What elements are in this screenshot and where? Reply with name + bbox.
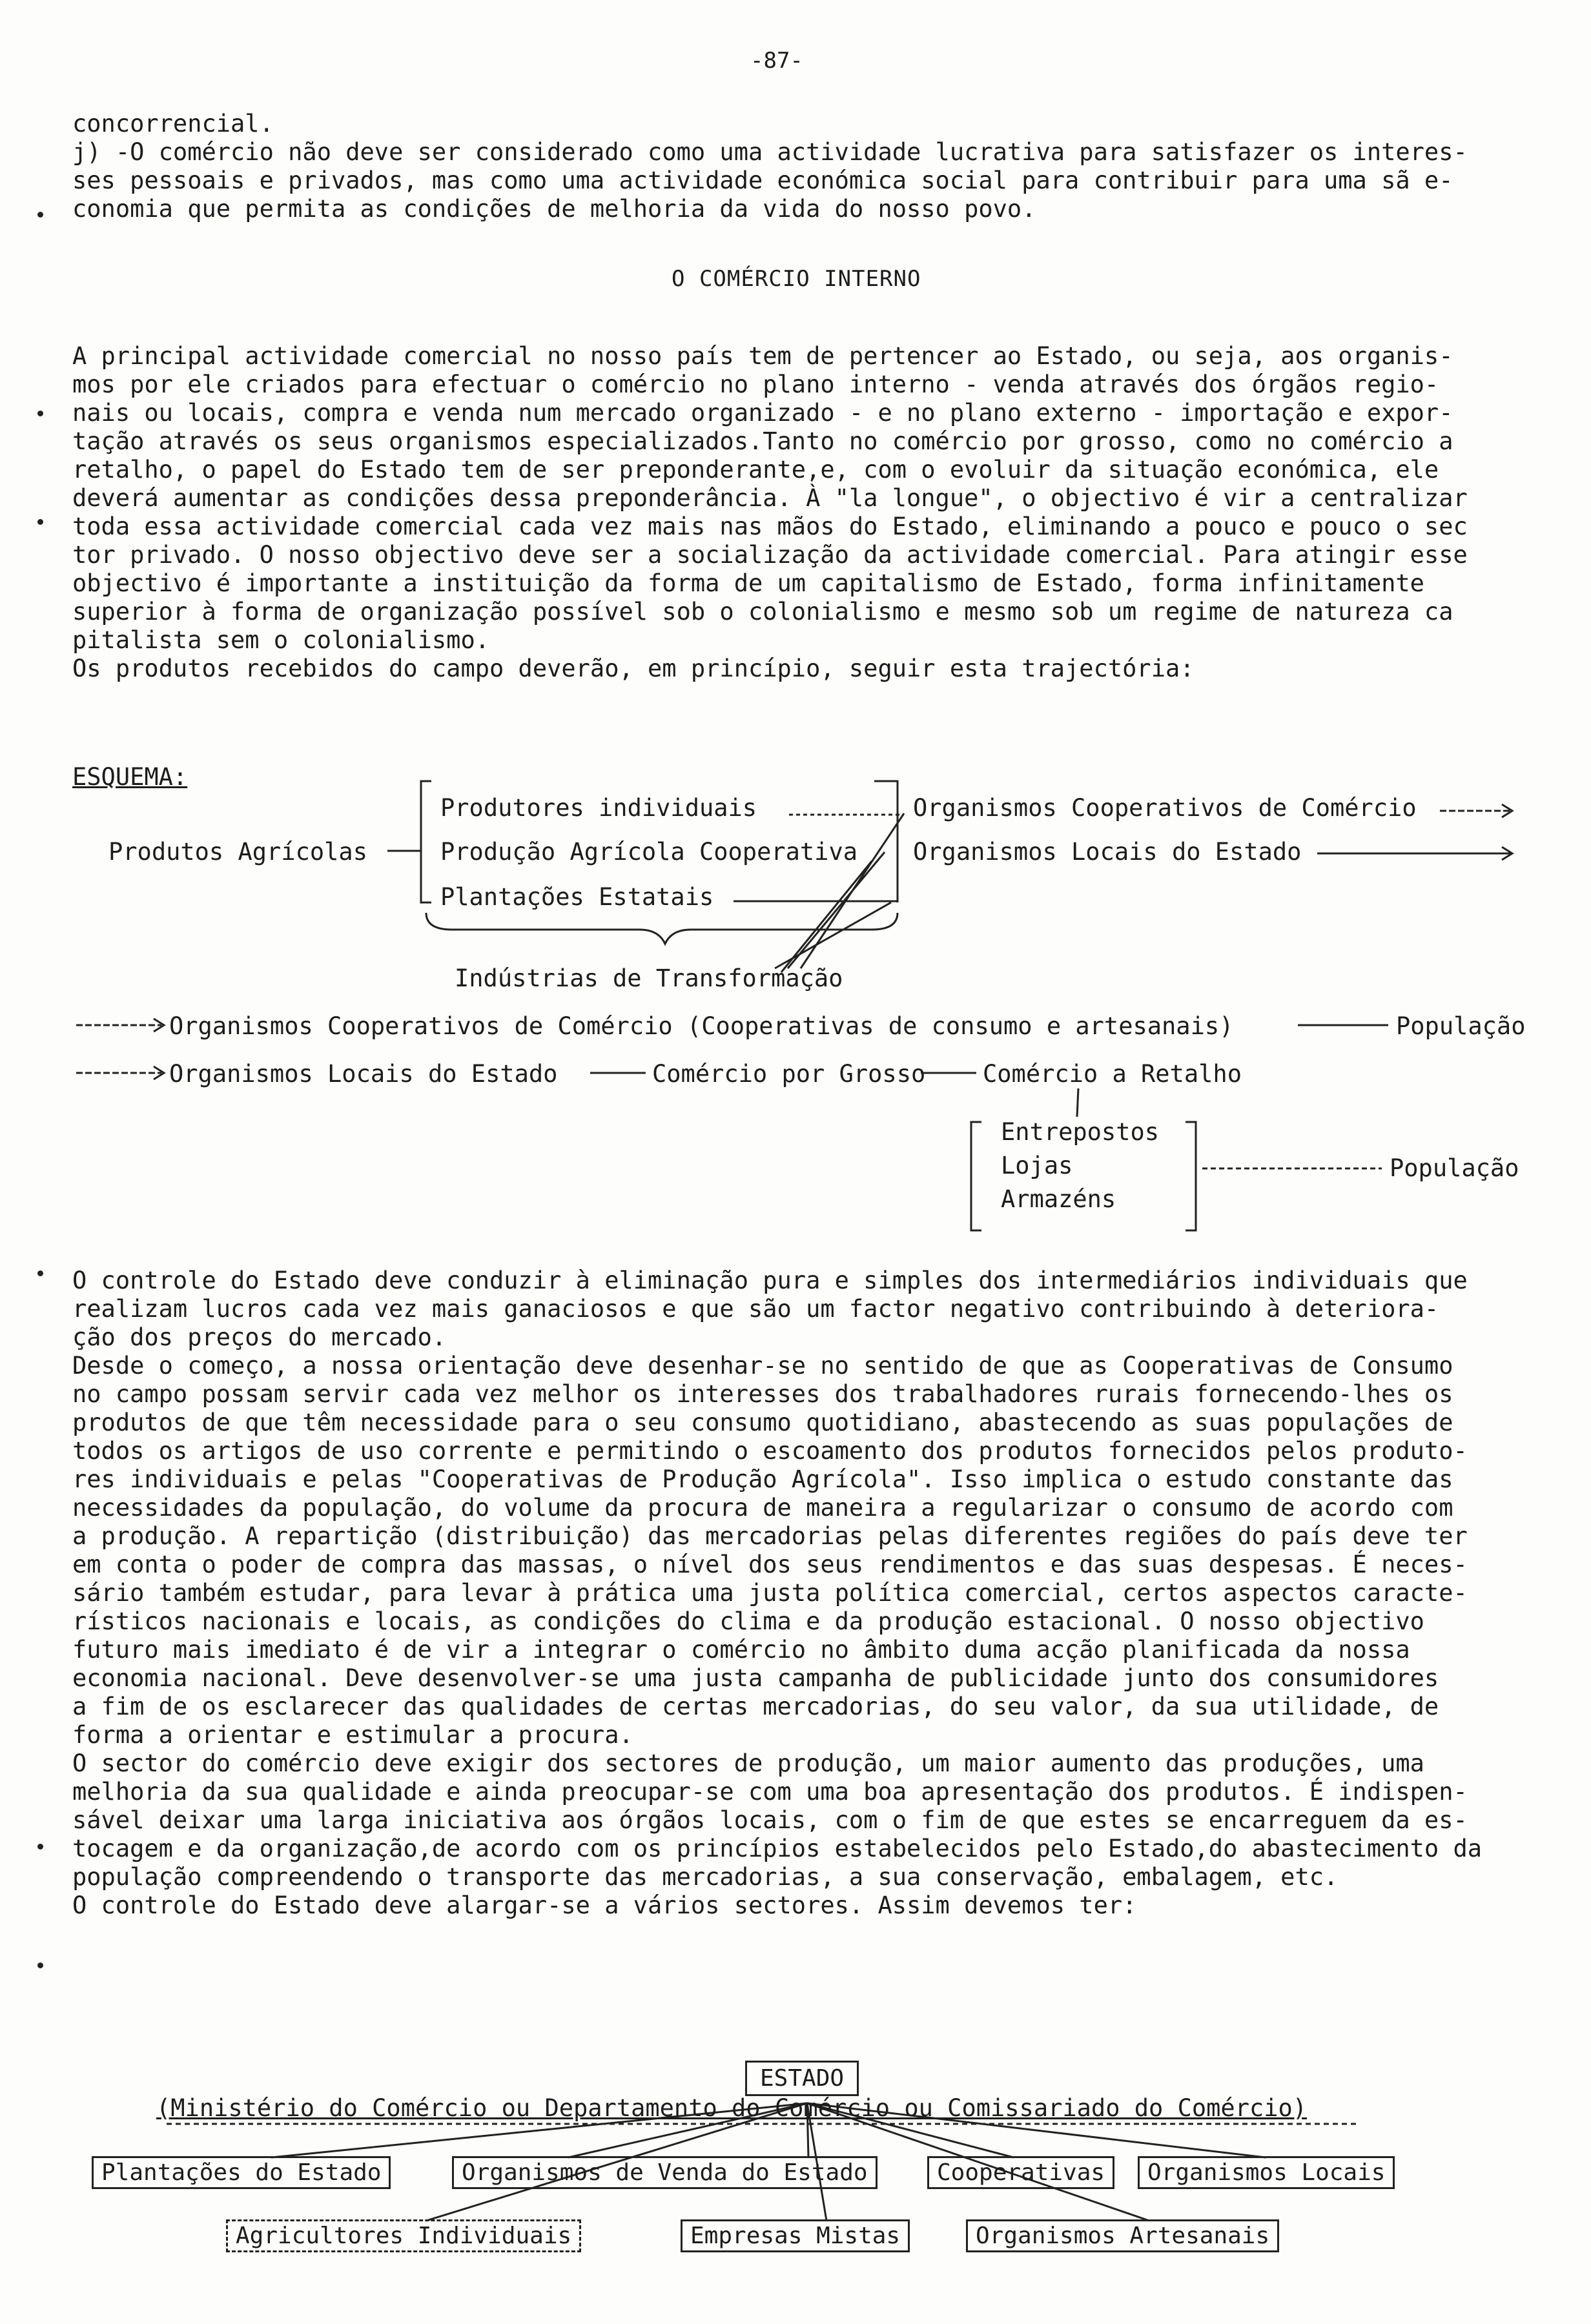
text-line: tação através os seus organismos especializados.Tanto no comércio por grosso, como no comércio a xyxy=(72,427,1453,455)
scheme-producer: Produtores individuais xyxy=(440,794,757,822)
text-line: no campo possam servir cada vez melhor os interesses dos trabalhadores rurais fornecendo-lhes os xyxy=(72,1380,1453,1408)
org-box-individual-farmers: Agricultores Individuais xyxy=(226,2219,581,2252)
text-line: toda essa actividade comercial cada vez mais nas mãos do Estado, eliminando a pouco e pouco o sec xyxy=(72,513,1468,540)
org-box-local-orgs: Organismos Locais xyxy=(1138,2156,1395,2189)
text-line: j) -O comércio não deve ser considerado como uma actividade lucrativa para satisfazer os interes- xyxy=(72,138,1468,166)
text-line: forma a orientar e estimular a procura. xyxy=(72,1721,633,1749)
text-line: pitalista sem o colonialismo. xyxy=(72,626,490,654)
text-line: A principal actividade comercial no nosso país tem de pertencer ao Estado, ou seja, aos organis- xyxy=(72,342,1453,370)
text-line: em conta o poder de compra das massas, o nível dos seus rendimentos e das suas despesas. É neces- xyxy=(72,1551,1468,1578)
text-line: tor privado. O nosso objectivo deve ser a socialização da actividade comercial. Para atingir esse xyxy=(72,541,1468,569)
text-line: sário também estudar, para levar à prática uma justa política comercial, certos aspectos caracte- xyxy=(72,1579,1468,1607)
text-line: deverá aumentar as condições dessa preponderância. À "la longue", o objectivo é vir a centralizar xyxy=(72,484,1468,512)
scheme-flow1-end: População xyxy=(1396,1012,1526,1040)
text-line: Desde o começo, a nossa orientação deve desenhar-se no sentido de que as Cooperativas de Consumo xyxy=(72,1352,1453,1380)
scheme-label: ESQUEMA: xyxy=(72,763,188,791)
text-line: a fim de os esclarecer das qualidades de certas mercadorias, do seu valor, da sua utilidade, de xyxy=(72,1693,1439,1720)
text-line: melhoria da sua qualidade e ainda preocupar-se com uma boa apresentação dos produtos. É indispen- xyxy=(72,1778,1468,1806)
retail-end: População xyxy=(1390,1154,1519,1182)
text-line: O controle do Estado deve alargar-se a vários sectores. Assim devemos ter: xyxy=(72,1891,1137,1919)
retail-outlet: Lojas xyxy=(1001,1152,1073,1179)
scheme-destination: Organismos Cooperativos de Comércio xyxy=(913,794,1417,822)
org-root-subtitle: (Ministério do Comércio ou Departamento do Comércio ou Comissariado do Comércio) xyxy=(156,2094,1308,2122)
text-line: rísticos nacionais e locais, as condições do clima e da produção estacional. O nosso objectivo xyxy=(72,1607,1424,1635)
text-line: realizam lucros cada vez mais ganaciosos e que são um factor negativo contribuindo à deteriora- xyxy=(72,1295,1439,1323)
text-line: produtos de que têm necessidade para o seu consumo quotidiano, abastecendo as suas populações de xyxy=(72,1409,1453,1436)
text-line: nais ou locais, compra e venda num mercado organizado - e no plano externo - importação e expor- xyxy=(72,399,1453,427)
text-line: superior à forma de organização possível sob o colonialismo e mesmo sob um regime de natureza ca xyxy=(72,598,1453,626)
text-line: população compreendendo o transporte das mercadorias, a sua conservação, embalagem, etc. xyxy=(72,1863,1339,1891)
text-line: retalho, o papel do Estado tem de ser preponderante,e, com o evoluir da situação económica, ele xyxy=(72,456,1439,484)
org-box-mixed-companies: Empresas Mistas xyxy=(681,2219,910,2252)
scheme-flow2-retail: Comércio a Retalho xyxy=(983,1060,1242,1088)
scheme-destination: Organismos Locais do Estado xyxy=(913,838,1302,866)
text-line: necessidades da população, do volume da procura de maneira a regularizar o consumo de acordo com xyxy=(72,1494,1453,1522)
text-line: concorrencial. xyxy=(72,110,274,138)
retail-outlet: Armazéns xyxy=(1001,1185,1116,1213)
scheme-flow2-local: Organismos Locais do Estado xyxy=(169,1060,558,1088)
section-title: O COMÉRCIO INTERNO xyxy=(672,266,921,292)
text-line: tocagem e da organização,de acordo com os princípios estabelecidos pelo Estado,do abastecimento da xyxy=(72,1835,1483,1862)
text-line: futuro mais imediato é de vir a integrar o comércio no âmbito duma acção planificada da nossa xyxy=(72,1636,1410,1664)
text-line: sável deixar uma larga iniciativa aos órgãos locais, com o fim de que estes se encarreguem da es- xyxy=(72,1806,1468,1834)
text-line: economia nacional. Deve desenvolver-se uma justa campanha de publicidade junto dos consumidores xyxy=(72,1664,1439,1692)
org-root: ESTADO xyxy=(745,2061,859,2096)
text-line: a produção. A repartição (distribuição) das mercadorias pelas diferentes regiões do país deve ter xyxy=(72,1522,1468,1550)
text-line: O sector do comércio deve exigir dos sectores de produção, um maior aumento das produções, uma xyxy=(72,1749,1424,1777)
text-line: O controle do Estado deve conduzir à eliminação pura e simples dos intermediários individuais que xyxy=(72,1267,1468,1294)
org-box-cooperatives: Cooperativas xyxy=(927,2156,1114,2189)
text-line: objectivo é importante a instituição da forma de um capitalismo de Estado, forma infinitamente xyxy=(72,569,1424,597)
scheme-flow2-wholesale: Comércio por Grosso xyxy=(652,1060,926,1088)
scheme-producer: Plantações Estatais xyxy=(440,883,714,911)
page-number: -87- xyxy=(750,48,803,74)
scheme-source: Produtos Agrícolas xyxy=(108,838,367,866)
text-line: todos os artigos de uso corrente e permitindo o escoamento dos produtos fornecidos pelos produto- xyxy=(72,1437,1468,1465)
org-box-artisanal-orgs: Organismos Artesanais xyxy=(966,2219,1279,2252)
scheme-industries: Indústrias de Transformação xyxy=(455,964,843,992)
retail-outlet: Entrepostos xyxy=(1001,1118,1160,1146)
scheme-flow1: Organismos Cooperativos de Comércio (Cooperativas de consumo e artesanais) xyxy=(169,1012,1234,1040)
text-line: ses pessoais e privados, mas como uma actividade económica social para contribuir para uma sã e- xyxy=(72,167,1453,194)
scheme-producer: Produção Agrícola Cooperativa xyxy=(440,838,858,866)
text-line: ção dos preços do mercado. xyxy=(72,1323,447,1351)
text-line: conomia que permita as condições de melhoria da vida do nosso povo. xyxy=(72,195,1036,223)
text-line: mos por ele criados para efectuar o comércio no plano interno - venda através dos órgãos regio- xyxy=(72,371,1439,398)
text-line: Os produtos recebidos do campo deverão, em princípio, seguir esta trajectória: xyxy=(72,655,1195,682)
org-box-plantations: Plantações do Estado xyxy=(92,2156,391,2189)
text-line: res individuais e pelas "Cooperativas de Produção Agrícola". Isso implica o estudo constante das xyxy=(72,1465,1453,1493)
org-box-state-sales: Organismos de Venda do Estado xyxy=(452,2156,878,2189)
